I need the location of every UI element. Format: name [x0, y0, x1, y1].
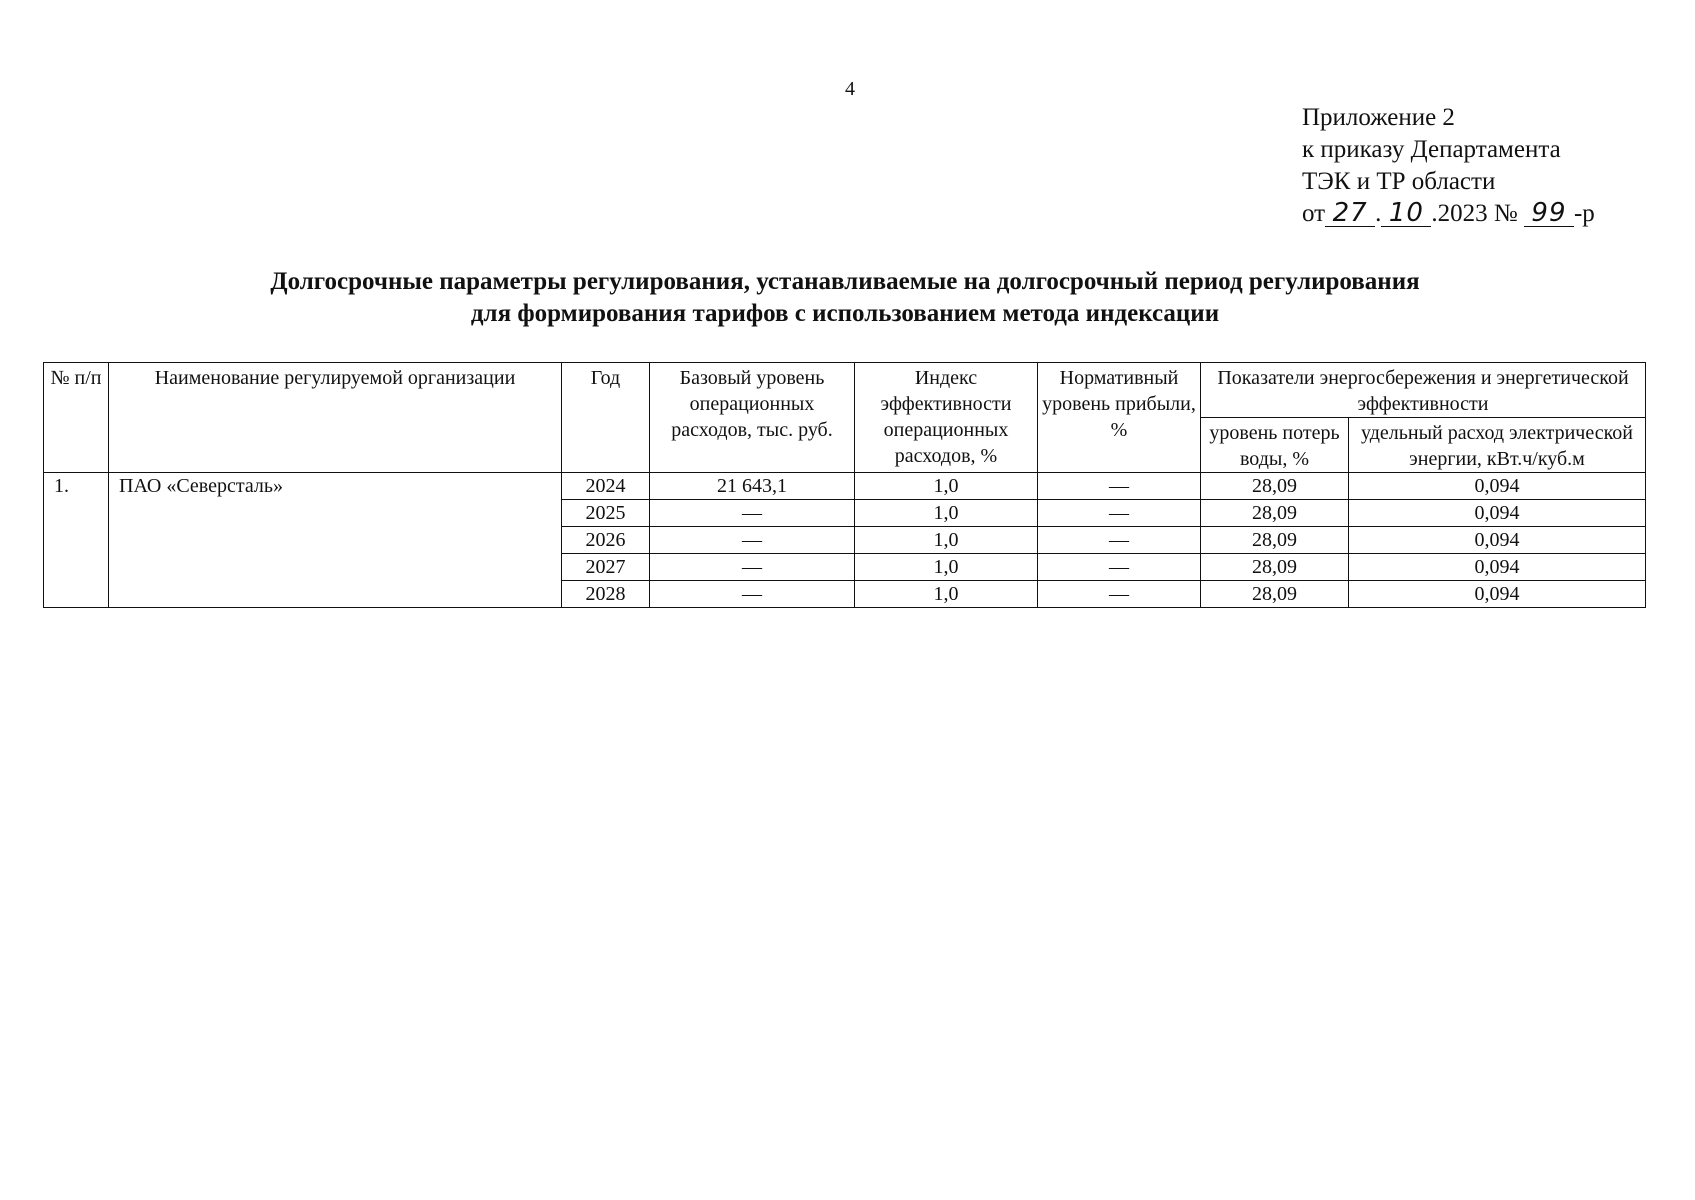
cell-profit-level: —	[1038, 527, 1201, 554]
cell-water-loss: 28,09	[1201, 527, 1349, 554]
appendix-line-3: ТЭК и ТР области	[1302, 168, 1496, 195]
cell-year: 2027	[562, 554, 650, 581]
cell-water-loss: 28,09	[1201, 500, 1349, 527]
cell-efficiency-index: 1,0	[855, 500, 1038, 527]
handwritten-month: 10	[1381, 200, 1431, 227]
appendix-line-2: к приказу Департамента	[1302, 136, 1561, 163]
cell-base-opex: —	[650, 527, 855, 554]
handwritten-day: 27	[1325, 200, 1375, 227]
cell-profit-level: —	[1038, 500, 1201, 527]
cell-profit-level: —	[1038, 473, 1201, 500]
handwritten-order-number: 99	[1524, 200, 1574, 227]
document-title	[40, 266, 1650, 330]
cell-year: 2028	[562, 581, 650, 608]
header-efficiency-index: Индекс эффективности операционных расходов, %	[855, 363, 1038, 473]
header-number: № п/п	[44, 363, 109, 473]
cell-energy-consumption: 0,094	[1349, 473, 1646, 500]
cell-year: 2026	[562, 527, 650, 554]
org-number: 1.	[44, 473, 109, 608]
page-number: 4	[845, 78, 855, 100]
cell-water-loss: 28,09	[1201, 473, 1349, 500]
header-water-loss: уровень потерь воды, %	[1201, 418, 1349, 473]
cell-efficiency-index: 1,0	[855, 581, 1038, 608]
header-profit-level: Нормативный уровень прибыли, %	[1038, 363, 1201, 473]
appendix-block	[1302, 102, 1595, 230]
header-organization: Наименование регулируемой организации	[109, 363, 562, 473]
date-prefix: от	[1302, 200, 1326, 227]
cell-efficiency-index: 1,0	[855, 527, 1038, 554]
cell-efficiency-index: 1,0	[855, 473, 1038, 500]
cell-energy-consumption: 0,094	[1349, 527, 1646, 554]
cell-energy-consumption: 0,094	[1349, 500, 1646, 527]
cell-base-opex: 21 643,1	[650, 473, 855, 500]
cell-year: 2025	[562, 500, 650, 527]
header-year: Год	[562, 363, 650, 473]
regulation-parameters-table	[43, 362, 1646, 608]
cell-efficiency-index: 1,0	[855, 554, 1038, 581]
cell-year: 2024	[562, 473, 650, 500]
cell-base-opex: —	[650, 500, 855, 527]
org-name: ПАО «Северсталь»	[109, 473, 562, 608]
cell-base-opex: —	[650, 581, 855, 608]
document-title-line-1: Долгосрочные параметры регулирования, устанавливаемые на долгосрочный период регулирования	[270, 268, 1420, 295]
cell-water-loss: 28,09	[1201, 554, 1349, 581]
order-suffix: -р	[1573, 200, 1595, 227]
cell-profit-level: —	[1038, 554, 1201, 581]
header-energy-consumption: удельный расход электрической энергии, кВт.ч/куб.м	[1349, 418, 1646, 473]
cell-profit-level: —	[1038, 581, 1201, 608]
header-energy-indicators: Показатели энергосбережения и энергетической эффективности	[1201, 363, 1646, 418]
cell-energy-consumption: 0,094	[1349, 554, 1646, 581]
date-separator: .	[1375, 200, 1382, 227]
header-base-opex: Базовый уровень операционных расходов, тыс. руб.	[650, 363, 855, 473]
date-year: .2023 №	[1431, 200, 1518, 227]
appendix-date-line	[1302, 198, 1595, 230]
appendix-line-1: Приложение 2	[1302, 104, 1455, 131]
cell-base-opex: —	[650, 554, 855, 581]
document-title-line-2: для формирования тарифов с использованием метода индексации	[470, 300, 1220, 327]
table-row	[44, 473, 1646, 500]
cell-water-loss: 28,09	[1201, 581, 1349, 608]
cell-energy-consumption: 0,094	[1349, 581, 1646, 608]
